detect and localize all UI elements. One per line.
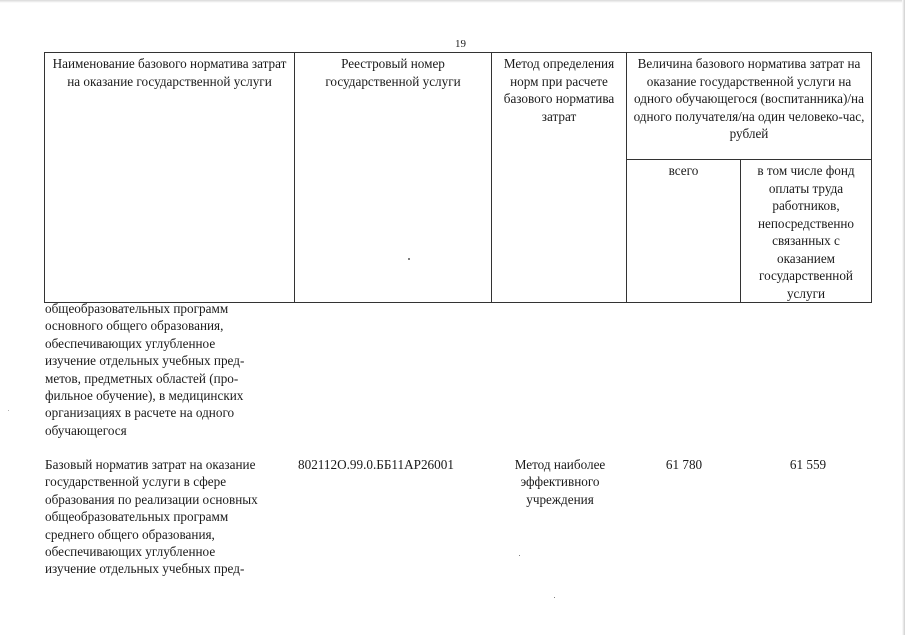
row2-name — [45, 456, 291, 578]
row1-name-continued — [45, 300, 291, 439]
row1-name-line: организациях в расчете на одного — [45, 405, 235, 421]
row1-name-line: фильное обучение), в медицинских — [45, 388, 244, 404]
row2-name-line: Базовый норматив затрат на оказание — [45, 457, 256, 472]
row1-name-line: метов, предметных областей (про- — [45, 370, 239, 386]
row1-name-line: обучающегося — [45, 422, 127, 438]
header-value-group-cell: Величина базового норматива затрат на оказание государственной услуги на одного обучающегося (воспитанника)/на одного получателя/на один человеко-час, рублей — [627, 53, 872, 160]
row1-name-line: общеобразовательных программ — [45, 301, 229, 316]
header-fund-cell: в том числе фонд оплаты труда работников, непосредственно связанных с оказанием государственной услуги — [741, 160, 872, 303]
scan-speck — [408, 258, 410, 260]
header-table — [44, 52, 872, 303]
row2-registry-number: 802112О.99.0.ББ11АР26001 — [298, 457, 454, 472]
row2-name-line: обеспечивающих углубленное — [45, 544, 216, 560]
page-number: 19 — [455, 38, 466, 50]
header-name-cell: Наименование базового норматива затрат на оказание государственной услуги — [45, 53, 295, 303]
row2-name-line: изучение отдельных учебных пред- — [45, 561, 245, 577]
scan-speck — [8, 410, 9, 411]
row1-name-line: обеспечивающих углубленное — [45, 335, 216, 351]
row2-fund-value: 61 559 — [789, 457, 827, 472]
row2-name-line: образования по реализации основных — [45, 491, 258, 507]
row1-name-line: основного общего образования, — [45, 318, 224, 334]
row2-method: Метод наиболее эффективного учреждения — [514, 457, 606, 507]
row2-name-line: общеобразовательных программ — [45, 509, 229, 525]
row2-name-line: среднего общего образования, — [45, 526, 215, 542]
header-method-cell: Метод определения норм при расчете базового норматива затрат — [492, 53, 627, 303]
header-row-top — [45, 53, 872, 160]
scan-speck — [519, 555, 520, 556]
scan-speck — [554, 597, 555, 598]
scan-edge-top — [0, 0, 905, 3]
row2-total-value: 61 780 — [665, 457, 703, 472]
header-registry-cell: Реестровый номер государственной услуги — [295, 53, 492, 303]
row1-name-line: изучение отдельных учебных пред- — [45, 353, 245, 369]
row2-name-line: государственной услуги в сфере — [45, 474, 227, 490]
header-total-cell: всего — [627, 160, 741, 303]
